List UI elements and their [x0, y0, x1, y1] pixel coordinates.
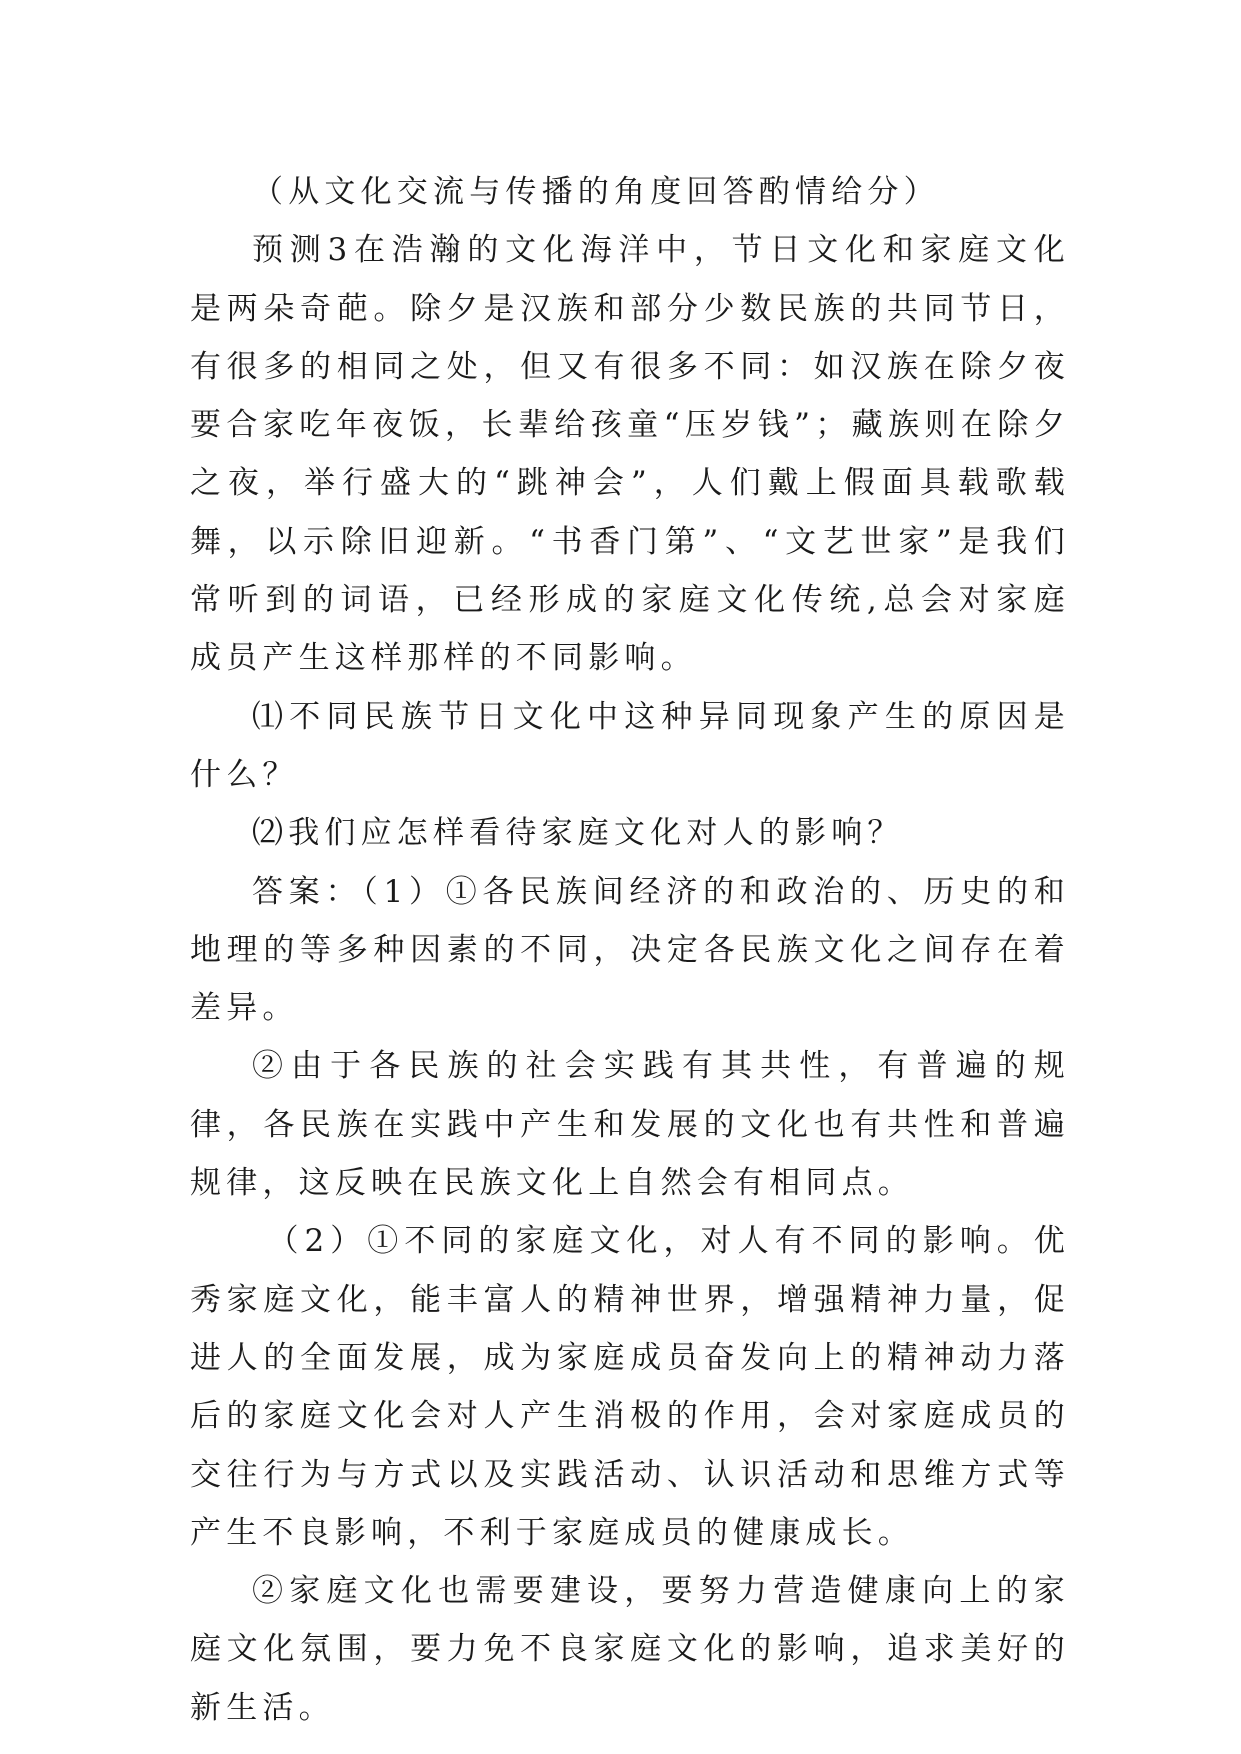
paragraph-answer-1-point-1: 答案：（1）①各民族间经济的和政治的、历史的和地理的等多种因素的不同，决定各民族文化之间存在着差异。 — [190, 873, 1070, 1027]
paragraph-question-1: ⑴不同民族节日文化中这种异同现象产生的原因是什么？ — [190, 698, 1070, 793]
paragraph-scoring-note: （从文化交流与传播的角度回答酌情给分） — [252, 174, 940, 210]
paragraph-answer-2-point-1: （2）①不同的家庭文化，对人有不同的影响。优秀家庭文化，能丰富人的精神世界，增强精神力量，促进人的全面发展，成为家庭成员奋发向上的精神动力落后的家庭文化会对人产生消极的作用，会对家庭成员的交往行为与方式以及实践活动、认识活动和思维方式等产生不良影响，不利于家庭成员的健康成长。 — [190, 1223, 1070, 1551]
paragraph-question-2: ⑵我们应怎样看待家庭文化对人的影响？ — [252, 815, 904, 852]
paragraph-question-prompt: 预测3在浩瀚的文化海洋中，节日文化和家庭文化是两朵奇葩。除夕是汉族和部分少数民族的共同节日，有很多的相同之处，但又有很多不同：如汉族在除夕夜要合家吃年夜饭，长辈给孩童“压岁钱”；藏族则在除夕之夜，举行盛大的“跳神会”，人们戴上假面具载歌载舞，以示除旧迎新。“书香门第”、“文艺世家”是我们常听到的词语，已经形成的家庭文化传统,总会对家庭成员产生这样那样的不同影响。 — [190, 232, 1070, 677]
paragraph-answer-1-point-2: ②由于各民族的社会实践有其共性，有普遍的规律，各民族在实践中产生和发展的文化也有共性和普遍规律，这反映在民族文化上自然会有相同点。 — [190, 1048, 1070, 1202]
document-body — [190, 163, 1070, 1737]
paragraph-answer-2-point-2: ②家庭文化也需要建设，要努力营造健康向上的家庭文化氛围，要力免不良家庭文化的影响，追求美好的新生活。 — [190, 1573, 1070, 1726]
